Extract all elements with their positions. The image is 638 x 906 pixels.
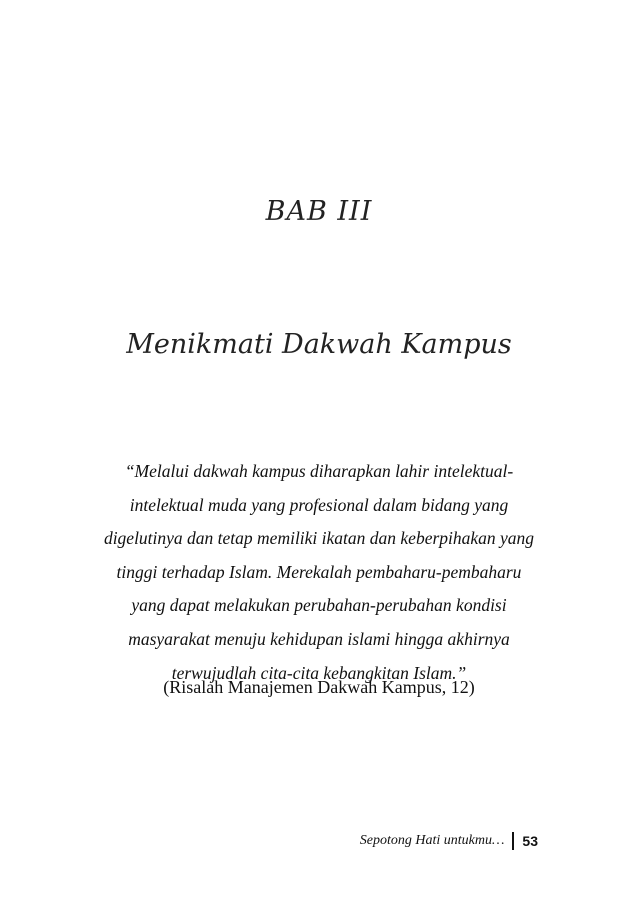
chapter-number: BAB III (265, 196, 373, 227)
quote-line: intelektual muda yang profesional dalam bidang yang (129, 494, 509, 515)
page-footer (360, 832, 538, 850)
footer-separator (512, 832, 514, 850)
chapter-epigraph-quote (60, 455, 578, 690)
running-footer-title: Sepotong Hati untukmu… (359, 833, 505, 848)
quote-line: terwujudlah cita-cita kebangkitan Islam.” (171, 662, 467, 683)
chapter-title: Menikmati Dakwah Kampus (126, 329, 512, 360)
quote-line: “Melalui dakwah kampus diharapkan lahir intelektual- (124, 461, 514, 481)
page-number: 53 (522, 833, 538, 849)
quote-line: digelutinya dan tetap memiliki ikatan dan keberpihakan yang (103, 528, 535, 549)
quote-line: masyarakat menuju kehidupan islami hingga akhirnya (128, 628, 510, 649)
quote-line: yang dapat melakukan perubahan-perubahan kondisi (131, 595, 507, 616)
quote-line: tinggi terhadap Islam. Merekalah pembaharu-pembaharu (116, 561, 522, 582)
quote-source: (Risalah Manajemen Dakwah Kampus, 12) (163, 677, 475, 697)
